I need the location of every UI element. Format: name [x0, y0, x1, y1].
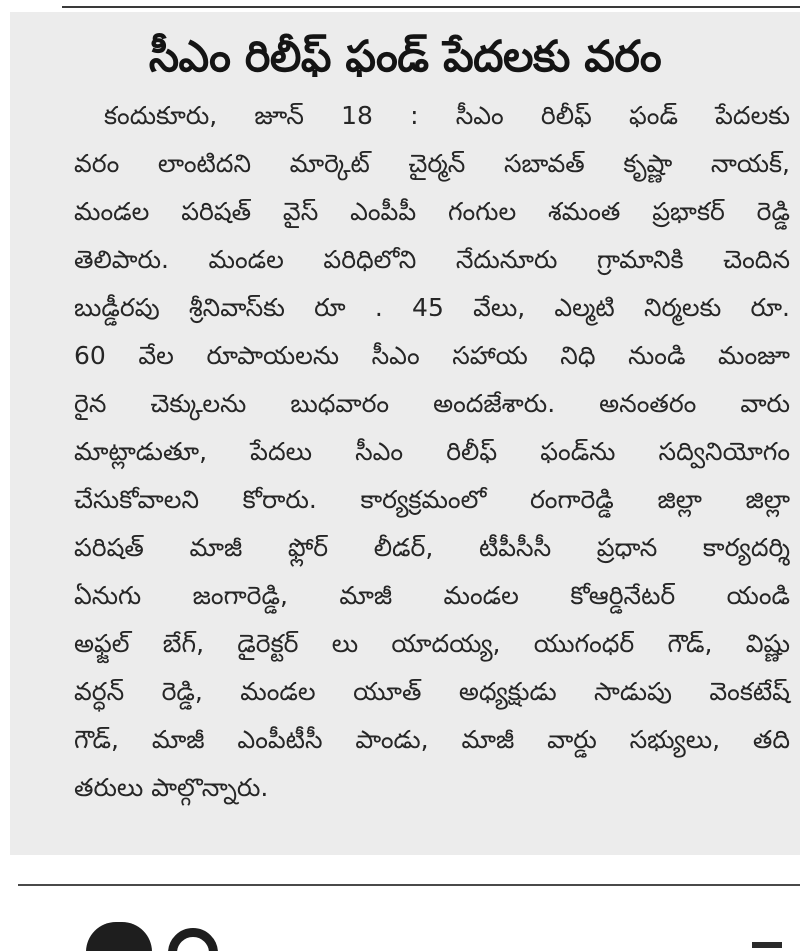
- article-line: 60 వేల రూపాయలను సీఎం సహాయ నిధి నుండి మంజూ: [74, 341, 790, 370]
- article-line: రైన చెక్కులను బుధవారం అందజేశారు. అనంతరం వారు: [74, 389, 790, 418]
- article-line: అఫ్జల్ బేగ్, డైరెక్టర్ లు యాదయ్య, యుగంధర్ గౌడ్, విష్ణు: [74, 629, 790, 658]
- next-article-fragment: [0, 896, 800, 951]
- article-line: గౌడ్, మాజీ ఎంపీటీసీ పాండు, మాజీ వార్డు సభ్యులు, తది: [74, 725, 790, 754]
- article-headline: సీఎం రిలీఫ్ ఫండ్ పేదలకు వరం: [148, 32, 662, 82]
- news-clipping: [10, 12, 800, 855]
- article-line: బుడ్డీరపు శ్రీనివాస్‌కు రూ . 45 వేలు, ఎల్మటి నిర్మలకు రూ.: [74, 293, 790, 322]
- cut-off-headline-glyph: [168, 928, 218, 951]
- article-body: [74, 92, 790, 812]
- top-divider-rule: [62, 6, 800, 8]
- article-line: తెలిపారు. మండల పరిధిలోని నేదునూరు గ్రామానికి చెందిన: [74, 245, 790, 274]
- article-line: ఏనుగు జంగారెడ్డి, మాజీ మండల కోఆర్డినేటర్ యండి: [74, 581, 790, 610]
- cut-off-headline-glyph: [86, 922, 152, 951]
- article-line: చేసుకోవాలని కోరారు. కార్యక్రమంలో రంగారెడ్డి జిల్లా జిల్లా: [74, 485, 790, 514]
- cut-off-mark: [752, 942, 782, 948]
- article-line: మండల పరిషత్ వైస్ ఎంపీపీ గంగుల శమంత ప్రభాకర్ రెడ్డి: [74, 197, 790, 226]
- article-line: తరులు పాల్గొన్నారు.: [74, 773, 269, 802]
- bottom-divider-rule: [18, 884, 800, 886]
- article-line: పరిషత్ మాజీ ఫ్లోర్ లీడర్, టీపీసీసీ ప్రధాన కార్యదర్శి: [74, 533, 790, 562]
- article-line: మాట్లాడుతూ, పేదలు సీఎం రిలీఫ్ ఫండ్‌ను సద్వినియోగం: [74, 437, 790, 466]
- article-line: కందుకూరు, జూన్ 18 : సీఎం రిలీఫ్ ఫండ్ పేదలకు: [104, 101, 790, 130]
- article-line: వర్ధన్ రెడ్డి, మండల యూత్ అధ్యక్షుడు సాడుపు వెంకటేష్: [74, 677, 790, 706]
- article-line: వరం లాంటిదని మార్కెట్ చైర్మన్ సబావత్ కృష్ణా నాయక్,: [74, 149, 790, 178]
